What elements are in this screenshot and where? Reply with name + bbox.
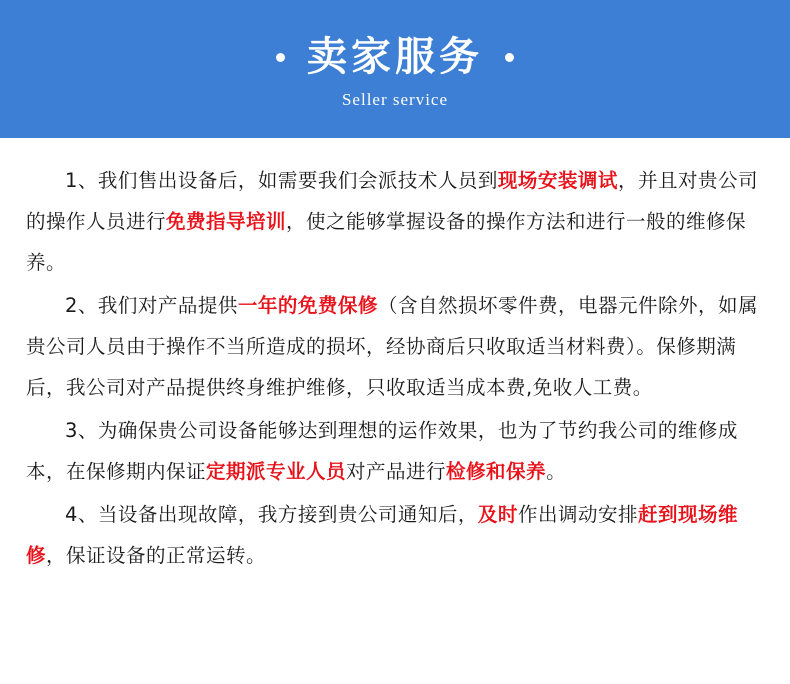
body-text: （含自然损坏零件费，电器元件除外，如属贵公司人员由于操作不当所造成的损坏，经协商后只收取适当材料费）。保修期满后，我公司对产品提供终身维护维修，只收取适当成本费,免收人工费。	[26, 294, 758, 399]
body-text: ，并且对贵公司的操作人员进行	[26, 169, 758, 233]
service-term-paragraph	[26, 160, 764, 283]
page-subtitle: Seller service	[341, 90, 449, 109]
service-terms-content	[0, 138, 790, 576]
highlighted-text: 定期派专业人员	[206, 460, 347, 483]
body-text: 1、我们售出设备后，如需要我们会派技术人员到	[65, 169, 498, 192]
body-text: 2、我们对产品提供	[65, 294, 238, 317]
highlighted-text: 检修和保养	[446, 460, 547, 483]
service-term-paragraph	[26, 285, 764, 408]
page-banner	[0, 0, 790, 138]
service-term-paragraph	[26, 410, 764, 492]
page-title: 卖家服务	[307, 34, 483, 80]
body-text: 3、为确保贵公司设备能够达到理想的运作效果，也为了节约我公司的维修成本，在保修期内保证	[26, 419, 738, 483]
body-text: ，使之能够掌握设备的操作方法和进行一般的维修保养。	[26, 210, 747, 274]
body-text: 。	[546, 460, 567, 483]
banner-right-dot-icon	[505, 53, 514, 62]
service-term-paragraph	[26, 494, 764, 576]
banner-title-row	[276, 34, 514, 80]
body-text: 作出调动安排	[517, 503, 638, 526]
highlighted-text: 及时	[477, 503, 518, 526]
highlighted-text: 现场安装调试	[497, 169, 618, 192]
body-text: ，保证设备的正常运转。	[46, 544, 267, 567]
body-text: 4、当设备出现故障，我方接到贵公司通知后，	[65, 503, 478, 526]
body-text: 对产品进行	[346, 460, 447, 483]
highlighted-text: 一年的免费保修	[237, 294, 378, 317]
highlighted-text: 赶到现场维修	[26, 503, 738, 567]
highlighted-text: 免费指导培训	[166, 210, 287, 233]
banner-left-dot-icon	[276, 53, 285, 62]
